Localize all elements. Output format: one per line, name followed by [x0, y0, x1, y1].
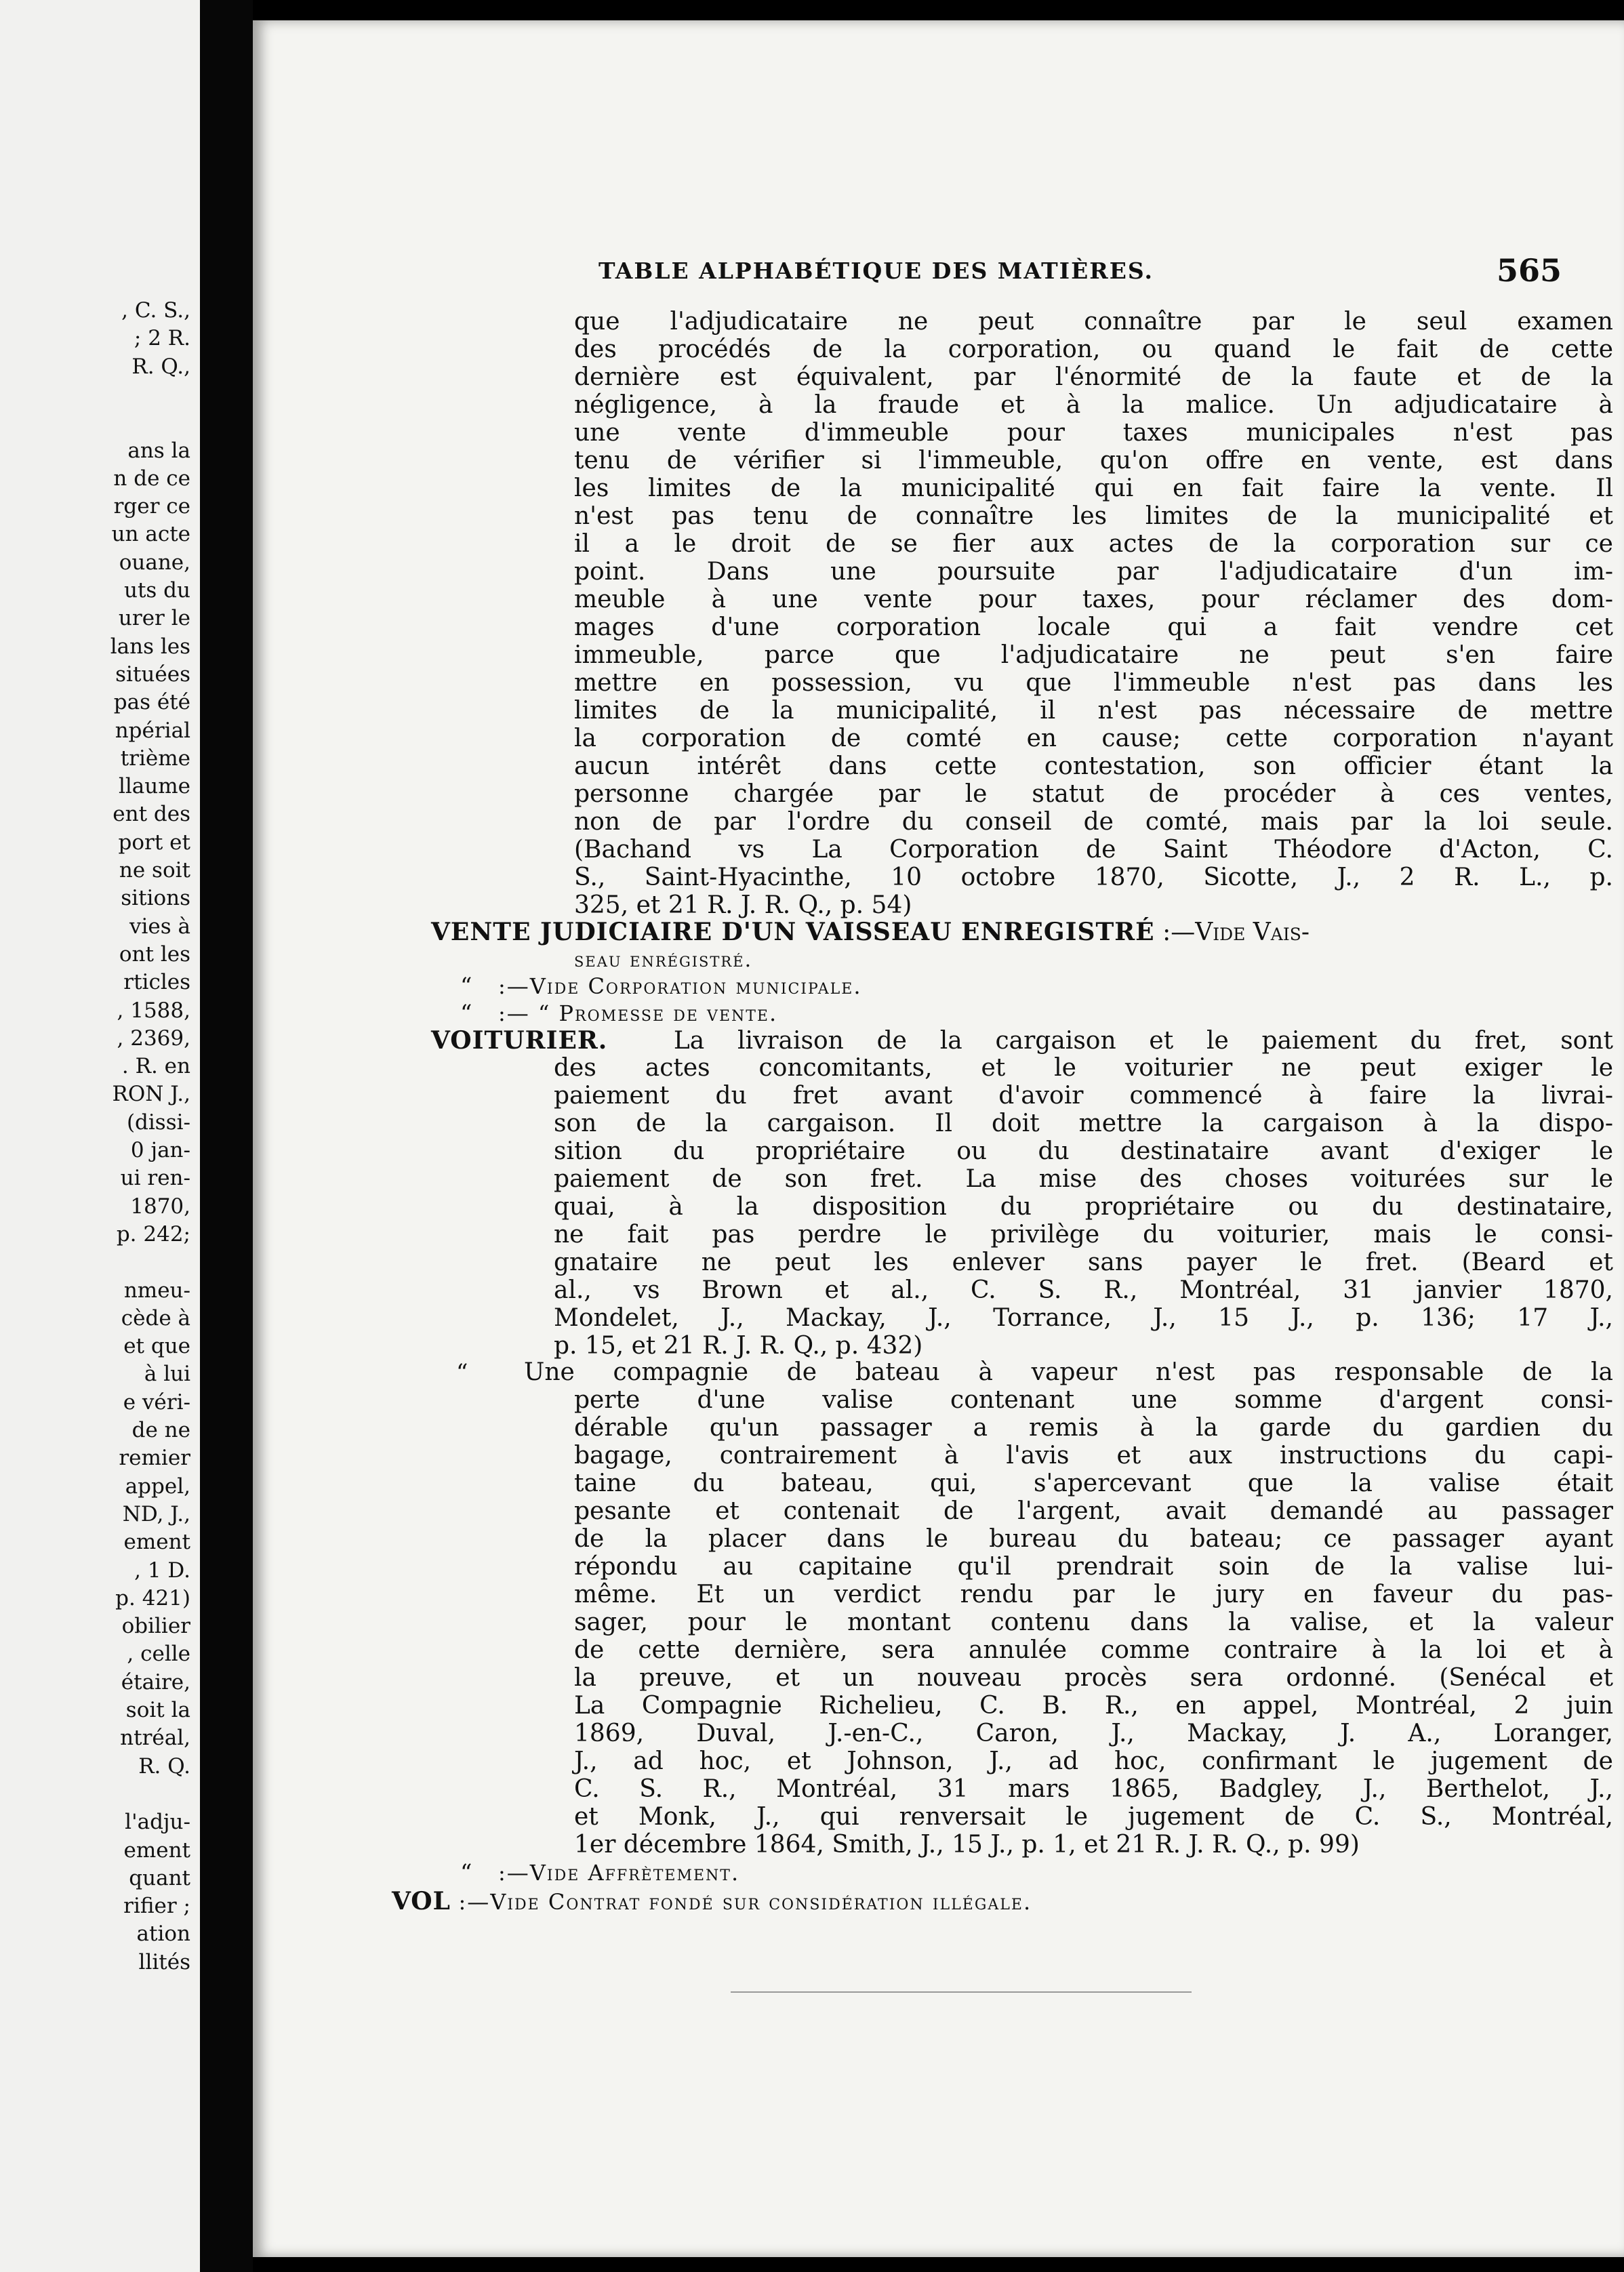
left-fragment-line: lans les [110, 634, 190, 659]
headword: VOITURIER. [431, 1026, 608, 1055]
left-fragment-line: ND, J., [122, 1501, 190, 1526]
left-fragment-line: nmeu- [123, 1278, 190, 1303]
text-line: p. 15, et 21 R. J. R. Q., p. 432) [554, 1332, 923, 1360]
left-fragment-line: uts du [124, 578, 190, 603]
end-rule [731, 1991, 1192, 1993]
text-line: dérable qu'un passager a remis à la garde du gardien du [574, 1414, 1613, 1442]
left-fragment-line: 0 jan- [130, 1138, 190, 1162]
left-fragment-line: soit la [125, 1698, 190, 1722]
left-fragment-line: de ne [131, 1418, 190, 1442]
text-line: J., ad hoc, et Johnson, J., ad hoc, confirmant le jugement de [574, 1747, 1613, 1775]
text-line: tenu de vérifier si l'immeuble, qu'on offre en vente, est dans [574, 447, 1613, 474]
left-fragment-line: ation [136, 1922, 190, 1947]
left-fragment-line: à lui [144, 1362, 190, 1387]
page-number: 565 [1497, 252, 1562, 289]
text-line: 325, et 21 R. J. R. Q., p. 54) [574, 891, 912, 919]
left-fragment-line: 1870, [130, 1194, 190, 1219]
left-fragment-line: ent des [113, 802, 190, 827]
left-fragment-line: urer le [118, 606, 190, 631]
text-line: :— “ Promesse de vente. [498, 1000, 778, 1026]
text-line: 1869, Duval, J.-en-C., Caron, J., Mackay, J. A., Loranger, [574, 1720, 1613, 1747]
left-fragment-line: l'adju- [125, 1810, 190, 1835]
running-header [598, 249, 1622, 297]
text-line: aucun intérêt dans cette contestation, son officier étant la [574, 752, 1613, 780]
headword: VOL [392, 1887, 451, 1915]
left-fragment-line: remier [119, 1446, 190, 1471]
text-line: il a le droit de se fier aux actes de la corporation sur ce [574, 530, 1613, 558]
left-fragment-line: llités [138, 1949, 190, 1974]
text-line: paiement du fret avant d'avoir commencé à faire la livrai- [554, 1082, 1613, 1110]
left-fragment-line: ans la [127, 438, 190, 463]
left-fragment-line: , 1588, [117, 998, 190, 1023]
text-line: personne chargée par le statut de procéder à ces ventes, [574, 780, 1613, 808]
left-fragment-line: ; 2 R. [134, 326, 190, 351]
entry-vente [431, 918, 1310, 946]
text-line: que l'adjudicataire ne peut connaître par le seul examen [574, 308, 1613, 336]
previous-page-fragment [0, 0, 200, 2272]
text-line: :—Vide Corporation municipale. [498, 973, 862, 999]
left-fragment-line: étaire, [121, 1669, 190, 1695]
left-fragment-line: ont les [119, 941, 190, 967]
text-line: répondu au capitaine qu'il prendrait soin de la valise lui- [574, 1553, 1613, 1581]
left-fragment-line: trième [120, 746, 190, 771]
text-line: point. Dans une poursuite par l'adjudicataire d'un im- [574, 558, 1613, 586]
left-fragment-line: R. Q. [138, 1753, 190, 1779]
cross-reference: :—Vide Contrat fondé sur considération illégale. [458, 1889, 1032, 1915]
text-line: 1er décembre 1864, Smith, J., 15 J., p. 1, et 21 R. J. R. Q., p. 99) [574, 1831, 1360, 1859]
text-line: bagage, contrairement à l'avis et aux instructions du capi- [574, 1442, 1613, 1469]
left-fragment-line: ntréal, [120, 1726, 190, 1751]
text-line: quai, à la disposition du propriétaire ou du destinataire, [554, 1193, 1613, 1221]
left-fragment-line: ement [123, 1838, 190, 1863]
text-line: n'est pas tenu de connaître les limites de la municipalité et [574, 502, 1613, 530]
text-line: mages d'une corporation locale qui a fait vendre cet [574, 613, 1613, 641]
left-fragment-line: , celle [127, 1642, 190, 1667]
text-line: perte d'une valise contenant une somme d'argent consi- [574, 1386, 1613, 1414]
left-fragment-line: (dissi- [126, 1110, 190, 1135]
left-fragment-line: llaume [118, 774, 190, 799]
text-line: dernière est équivalent, par l'énormité de la faute et de la [574, 363, 1613, 391]
left-fragment-line: sitions [121, 886, 190, 911]
text-line: même. Et un verdict rendu par le jury en faveur du pas- [574, 1581, 1613, 1608]
text-line: Une compagnie de bateau à vapeur n'est pas responsable de la [524, 1358, 1613, 1386]
text-line: meuble à une vente pour taxes, pour réclamer des dom- [574, 586, 1613, 613]
entry-voiturier [431, 1027, 1613, 1055]
ditto-mark: “ [460, 1859, 472, 1886]
text-line: des actes concomitants, et le voiturier ne peut exiger le [554, 1054, 1613, 1082]
left-fragment-line: RON J., [112, 1082, 190, 1107]
text-line: La livraison de la cargaison et le paiement du fret, sont [673, 1027, 1613, 1055]
left-fragment-line: situées [115, 662, 190, 687]
left-fragment-line: ement [123, 1530, 190, 1555]
left-fragment-line: ui ren- [120, 1166, 190, 1191]
text-line: son de la cargaison. Il doit mettre la cargaison à la dispo- [554, 1110, 1613, 1137]
text-line: immeuble, parce que l'adjudicataire ne peut s'en faire [574, 641, 1613, 669]
left-fragment-line: rticles [123, 970, 190, 995]
text-line: al., vs Brown et al., C. S. R., Montréal, 31 janvier 1870, [554, 1276, 1613, 1304]
text-line: sager, pour le montant contenu dans la valise, et la valeur [574, 1608, 1613, 1636]
text-line: pesante et contenait de l'argent, avait demandé au passager [574, 1497, 1613, 1525]
text-line: C. S. R., Montréal, 31 mars 1865, Badgley, J., Berthelot, J., [574, 1775, 1613, 1803]
left-fragment-line: port et [118, 830, 190, 855]
text-line: non de par l'ordre du conseil de comté, mais par la loi seule. [574, 808, 1613, 836]
left-fragment-line: n de ce [113, 466, 190, 491]
text-line: les limites de la municipalité qui en fait faire la vente. Il [574, 474, 1613, 502]
left-fragment-line: npérial [115, 718, 190, 743]
text-line: Mondelet, J., Mackay, J., Torrance, J., 15 J., p. 136; 17 J., [554, 1304, 1613, 1332]
left-fragment-line: , C. S., [121, 298, 190, 323]
left-fragment-line: p. 421) [115, 1585, 190, 1610]
left-fragment-line: ne soit [119, 858, 190, 883]
text-line: S., Saint-Hyacinthe, 10 octobre 1870, Sicotte, J., 2 R. L., p. [574, 864, 1613, 891]
running-title: TABLE ALPHABÉTIQUE DES MATIÈRES. [598, 258, 1154, 284]
left-fragment-line: p. 242; [116, 1221, 190, 1246]
left-fragment-line: cède à [121, 1305, 190, 1331]
left-fragment-line: rifier ; [123, 1894, 190, 1919]
text-line: et Monk, J., qui renversait le jugement de C. S., Montréal, [574, 1803, 1613, 1831]
text-line: La Compagnie Richelieu, C. B. R., en appel, Montréal, 2 juin [574, 1692, 1613, 1720]
left-fragment-line: un acte [111, 522, 190, 547]
text-line: de cette dernière, sera annulée comme contraire à la loi et à [574, 1636, 1613, 1664]
left-fragment-line: e véri- [123, 1389, 190, 1415]
left-fragment-line: quant [129, 1865, 190, 1890]
ditto-mark: “ [460, 973, 472, 1000]
text-line: la corporation de comté en cause; cette corporation n'ayant [574, 725, 1613, 752]
left-fragment-line: et que [123, 1334, 190, 1359]
cross-reference: :—Vide Vais- [1162, 918, 1310, 946]
text-line: taine du bateau, qui, s'apercevant que la valise était [574, 1469, 1613, 1497]
headword: VENTE JUDICIAIRE D'UN VAISSEAU ENREGISTRÉ [431, 918, 1155, 946]
left-fragment-line: R. Q., [131, 354, 190, 379]
book-page [253, 20, 1624, 2257]
text-line: négligence, à la fraude et à la malice. Un adjudicataire à [574, 391, 1613, 419]
text-line: gnataire ne peut les enlever sans payer le fret. (Beard et [554, 1249, 1613, 1276]
text-line: une vente d'immeuble pour taxes municipales n'est pas [574, 419, 1613, 447]
text-line: sition du propriétaire ou du destinataire avant d'exiger le [554, 1137, 1613, 1165]
left-fragment-line: . R. en [121, 1054, 190, 1079]
left-fragment-line: appel, [125, 1474, 190, 1499]
text-line: paiement de son fret. La mise des choses voiturées sur le [554, 1165, 1613, 1193]
entry-vol [392, 1888, 1032, 1915]
text-line: :—Vide Affrètement. [498, 1860, 740, 1886]
book-gutter [200, 0, 253, 2272]
left-fragment-line: vies à [129, 914, 190, 939]
text-line: mettre en possession, vu que l'immeuble n'est pas dans les [574, 669, 1613, 697]
text-line: limites de la municipalité, il n'est pas nécessaire de mettre [574, 697, 1613, 725]
left-fragment-line: rger ce [113, 494, 190, 519]
text-line: seau enrégistré. [574, 948, 753, 972]
left-fragment-line: pas été [113, 690, 190, 715]
left-fragment-line: obilier [121, 1614, 190, 1639]
text-line: (Bachand vs La Corporation de Saint Théodore d'Acton, C. [574, 836, 1613, 864]
ditto-mark: “ [460, 1000, 472, 1027]
left-fragment-line: ouane, [119, 550, 190, 575]
text-line: la preuve, et un nouveau procès sera ordonné. (Senécal et [574, 1664, 1613, 1692]
text-line: ne fait pas perdre le privilège du voiturier, mais le consi- [554, 1221, 1613, 1249]
left-fragment-line: , 2369, [117, 1026, 190, 1051]
ditto-mark: “ [456, 1359, 468, 1386]
left-fragment-line: , 1 D. [134, 1558, 190, 1583]
text-line: de la placer dans le bureau du bateau; ce passager ayant [574, 1525, 1613, 1553]
text-line: des procédés de la corporation, ou quand le fait de cette [574, 336, 1613, 363]
